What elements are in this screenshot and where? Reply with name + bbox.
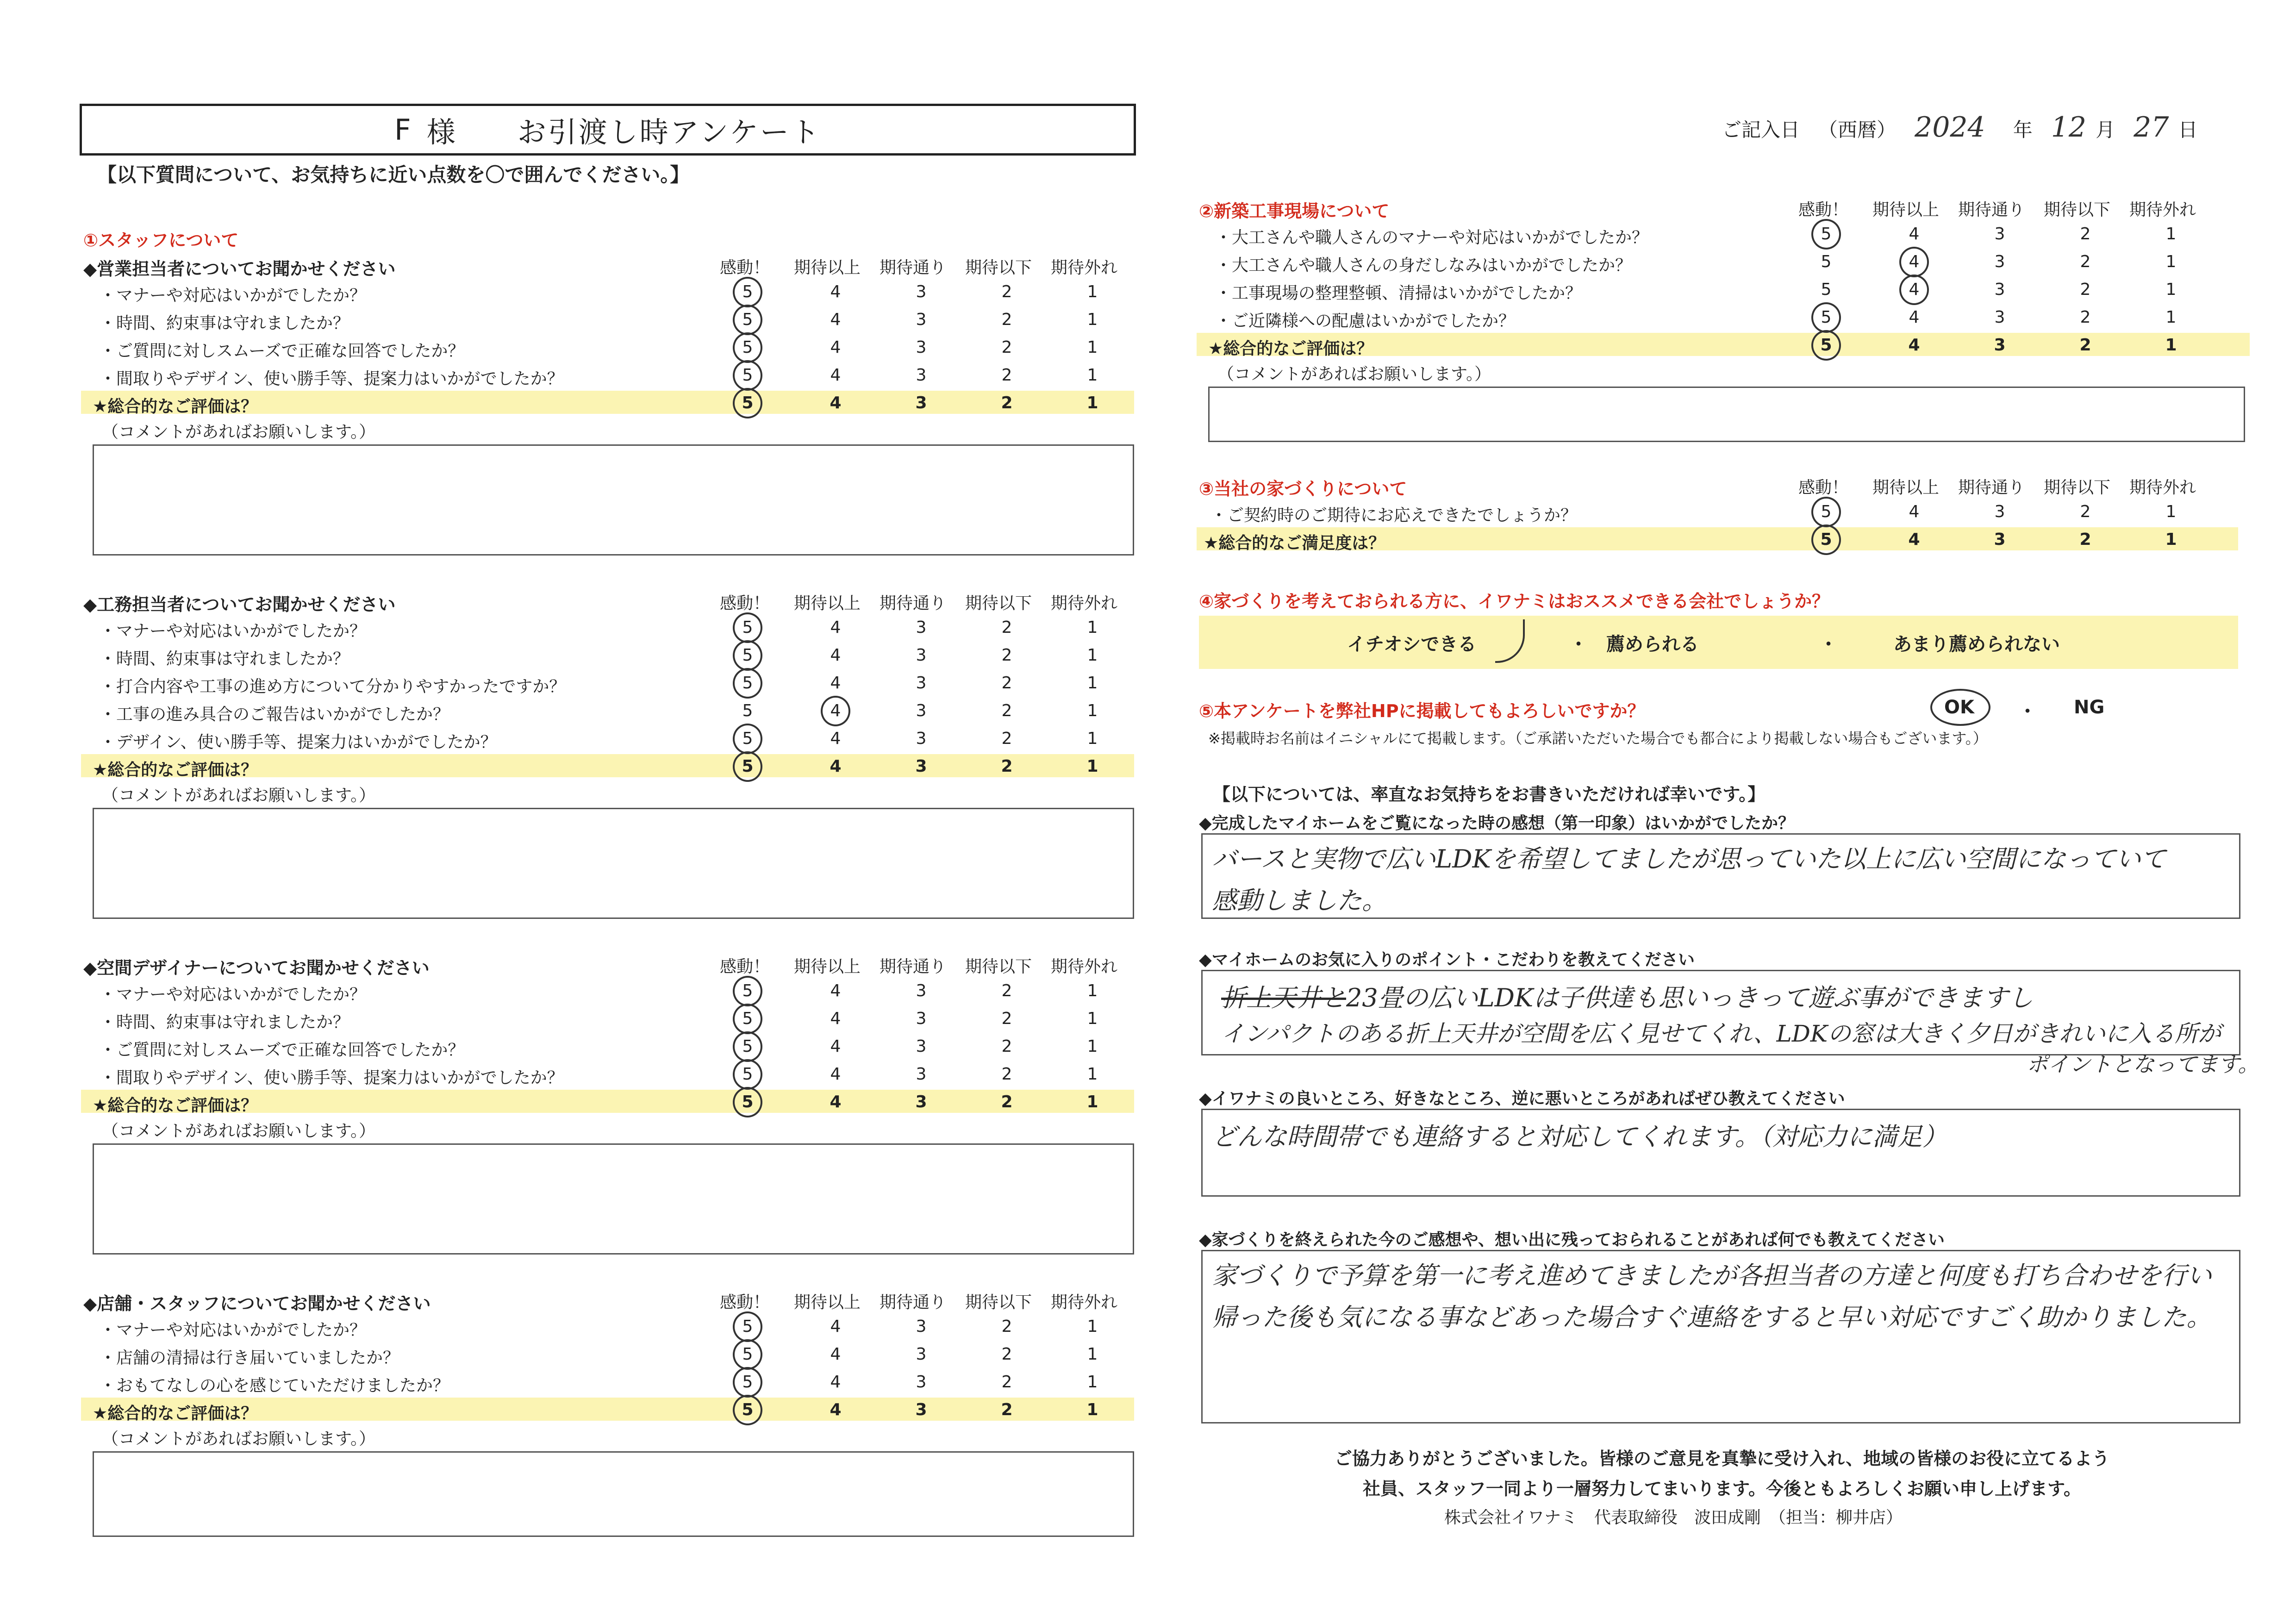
score-option[interactable]: 4 <box>830 1373 841 1392</box>
score-option[interactable]: 5 <box>742 366 753 385</box>
selected-score-circle <box>733 668 762 699</box>
question: ・店舗の清掃は行き届いていましたか？ <box>100 1348 400 1367</box>
question: ・大工さんや職人さんの身だしなみはいかがでしたか？ <box>1215 256 1632 275</box>
q2-answer-box[interactable] <box>1201 970 2259 1077</box>
ok-circle-mark <box>1930 689 1990 726</box>
q2-strikethrough-text: 折上天井と <box>1221 983 1346 1012</box>
score-option[interactable]: 2 <box>2079 336 2091 355</box>
store-title: ◆店舗・スタッフについてお聞かせください <box>83 1293 431 1314</box>
comment-box[interactable] <box>93 1451 1134 1537</box>
score-option[interactable]: 5 <box>742 646 753 665</box>
entry-date <box>1722 111 2216 144</box>
score-option[interactable]: 2 <box>2080 225 2091 243</box>
q1-answer-line1: バースと実物で広いLDKを希望してましたが思っていた以上に広い空間になっていて <box>1212 844 2166 874</box>
score-option[interactable]: 2 <box>1001 1345 1012 1364</box>
score-option[interactable]: 4 <box>830 1065 841 1084</box>
date-month[interactable]: 12 <box>2051 111 2087 144</box>
score-option[interactable]: 2 <box>1001 1065 1012 1084</box>
publish-ok[interactable]: OK <box>1944 697 1974 718</box>
score-option[interactable]: 1 <box>1087 1009 1098 1028</box>
selected-score-circle <box>733 360 762 391</box>
total-question: ★総合的なご満足度は？ <box>1204 534 1385 553</box>
comment-label: （コメントがあればお願いします。） <box>102 1429 376 1448</box>
score-option[interactable]: 4 <box>1909 308 1920 327</box>
score-option[interactable]: 5 <box>1821 280 1832 299</box>
score-option[interactable]: 3 <box>916 1373 927 1392</box>
score-option[interactable]: 5 <box>742 729 753 748</box>
score-option[interactable]: 5 <box>1821 502 1832 521</box>
option-not-recommend[interactable]: あまり薦められない <box>1893 634 2060 655</box>
score-option[interactable]: 4 <box>830 282 841 301</box>
year-unit: 年 <box>2013 119 2033 141</box>
score-option[interactable]: 5 <box>742 1037 753 1056</box>
selected-score-circle <box>1899 247 1929 277</box>
score-option[interactable]: 4 <box>830 366 841 385</box>
score-option[interactable]: 1 <box>1086 1092 1098 1111</box>
score-option[interactable]: 3 <box>1994 336 2006 355</box>
scale-header: 感動！ <box>1798 200 1849 219</box>
score-option[interactable]: 3 <box>916 701 927 720</box>
total-question: ★総合的なご評価は？ <box>93 1404 258 1423</box>
title-box <box>80 104 1136 156</box>
score-option[interactable]: 5 <box>742 338 753 357</box>
scale-header: 期待以下 <box>965 957 1032 976</box>
score-option[interactable]: 1 <box>1087 282 1098 301</box>
page-title: お引渡し時アンケート <box>517 115 821 149</box>
selected-score-circle <box>733 724 762 754</box>
score-option[interactable]: 3 <box>916 282 927 301</box>
question: ・マナーや対応はいかがでしたか？ <box>100 622 367 641</box>
comment-box[interactable] <box>93 1143 1134 1255</box>
selected-score-circle <box>733 1087 762 1117</box>
question: ・間取りやデザイン、使い勝手等、提案力はいかがでしたか？ <box>100 369 564 388</box>
score-option[interactable]: 1 <box>2165 252 2177 271</box>
score-option[interactable]: 4 <box>830 674 841 693</box>
selected-score-circle <box>733 1031 762 1062</box>
score-option[interactable]: 2 <box>1001 757 1013 776</box>
question: ・間取りやデザイン、使い勝手等、提案力はいかがでしたか？ <box>100 1068 564 1087</box>
score-option[interactable]: 1 <box>1087 701 1098 720</box>
score-option[interactable]: 3 <box>915 757 927 776</box>
publish-dot: ・ <box>2018 701 2037 722</box>
scale-header: 期待通り <box>1958 478 2025 497</box>
score-option[interactable]: 4 <box>1908 336 1920 355</box>
score-option[interactable]: 4 <box>830 618 841 637</box>
customer-initial: F <box>394 112 413 147</box>
selected-score-circle <box>733 305 762 335</box>
question: ・マナーや対応はいかがでしたか？ <box>100 286 367 305</box>
question: ・ご契約時のご期待にお応えできたでしょうか？ <box>1210 506 1578 525</box>
score-option[interactable]: 4 <box>830 701 841 720</box>
question: ・ご質問に対しスムーズで正確な回答でしたか？ <box>100 1041 465 1060</box>
option-separator: ・ <box>1569 634 1588 655</box>
scale-header: 期待以上 <box>794 258 861 277</box>
score-option[interactable]: 2 <box>2080 308 2091 327</box>
score-option[interactable]: 1 <box>1087 1037 1098 1056</box>
scale-header: 期待通り <box>880 957 947 976</box>
faint-stamp-mark <box>1222 69 1305 120</box>
score-option[interactable]: 3 <box>916 1065 927 1084</box>
score-option[interactable]: 5 <box>1821 308 1832 327</box>
selected-score-circle <box>733 976 762 1006</box>
selected-score-circle <box>1811 330 1841 361</box>
score-option[interactable]: 3 <box>916 646 927 665</box>
score-option[interactable]: 5 <box>742 618 753 637</box>
score-option[interactable]: 1 <box>2165 280 2177 299</box>
score-option[interactable]: 2 <box>1001 701 1012 720</box>
recommend-options-bar <box>1199 616 2238 669</box>
score-option[interactable]: 1 <box>1087 1065 1098 1084</box>
score-option[interactable]: 4 <box>830 338 841 357</box>
score-option[interactable]: 2 <box>1001 1400 1013 1419</box>
scale-header: 期待以下 <box>965 1293 1032 1312</box>
score-option[interactable]: 5 <box>1821 225 1832 243</box>
recommend-title: ④家づくりを考えておられる方に、イワナミはおススメできる会社でしょうか？ <box>1199 591 1830 612</box>
selected-score-circle <box>733 332 762 363</box>
score-option[interactable]: 5 <box>742 981 753 1000</box>
month-unit: 月 <box>2096 119 2115 141</box>
q4-answer-line1: 家づくりで予算を第一に考え進めてきましたが各担当者の方達と何度も打ち合わせを行い <box>1212 1261 2212 1290</box>
scale-header: 期待外れ <box>2129 200 2196 219</box>
q1-answer-line2: 感動しました。 <box>1212 886 1387 915</box>
question: ・大工さんや職人さんのマナーや対応はいかがでしたか？ <box>1215 228 1649 247</box>
publish-note: ※掲載時お名前はイニシャルにて掲載します。（ご承諾いただいた場合でも都合により掲載しない場合もございます。） <box>1208 730 1988 747</box>
score-option[interactable]: 4 <box>830 1009 841 1028</box>
scale-header: 感動！ <box>1798 478 1849 497</box>
score-option[interactable]: 1 <box>2165 530 2177 549</box>
score-option[interactable]: 1 <box>1087 729 1098 748</box>
scale-header: 期待以下 <box>2044 200 2111 219</box>
score-option[interactable]: 5 <box>742 674 753 693</box>
score-option[interactable]: 1 <box>1087 1345 1098 1364</box>
score-option[interactable]: 2 <box>1001 366 1012 385</box>
publish-ng[interactable]: NG <box>2074 697 2105 718</box>
score-option[interactable]: 3 <box>1994 502 2005 521</box>
score-option[interactable]: 2 <box>1001 1317 1012 1336</box>
q2-answer-line1 <box>1221 978 2033 1014</box>
free-intro: 【以下については、率直なお気持ちをお書きいただければ幸いです。】 <box>1213 784 1766 805</box>
q4-label: ◆家づくりを終えられた今のご感想や、想い出に残っておられることがあれば何でも教えてください <box>1199 1230 1945 1249</box>
score-option[interactable]: 1 <box>1086 757 1098 776</box>
comment-label: （コメントがあればお願いします。） <box>1217 365 1491 384</box>
selected-score-circle <box>733 1339 762 1370</box>
score-option[interactable]: 1 <box>1087 1373 1098 1392</box>
instruction: 【以下質問について、お気持ちに近い点数を〇で囲んでください。】 <box>97 163 690 186</box>
selected-score-circle <box>733 388 762 418</box>
score-option[interactable]: 3 <box>916 366 927 385</box>
score-option[interactable]: 5 <box>742 1009 753 1028</box>
comment-label: （コメントがあればお願いします。） <box>102 423 376 442</box>
scale-header: 期待以下 <box>2044 478 2111 497</box>
q1-answer-box[interactable] <box>1201 833 2240 919</box>
score-option[interactable]: 2 <box>1001 1092 1013 1111</box>
total-question: ★総合的なご評価は？ <box>93 1096 258 1115</box>
score-option[interactable]: 3 <box>916 338 927 357</box>
scale-header: 期待外れ <box>2129 478 2196 497</box>
q4-answer-box[interactable] <box>1201 1250 2240 1423</box>
score-option[interactable]: 3 <box>916 981 927 1000</box>
question: ・工事現場の整理整頓、清掃はいかがでしたか？ <box>1215 284 1582 303</box>
publish-title: ⑤本アンケートを弊社HPに掲載してもよろしいですか？ <box>1199 701 1645 721</box>
score-option[interactable]: 1 <box>1087 646 1098 665</box>
score-option[interactable]: 5 <box>742 1317 753 1336</box>
score-option[interactable]: 3 <box>916 1345 927 1364</box>
score-option[interactable]: 5 <box>742 282 753 301</box>
q2-label: ◆マイホームのお気に入りのポイント・こだわりを教えてください <box>1199 950 1695 969</box>
q2-line1-text: 23畳の広いLDKは子供達も思いっきって遊ぶ事ができますし <box>1346 983 2034 1012</box>
customer-honorific: 様 <box>426 115 457 149</box>
question: ・ご近隣様への配慮はいかがでしたか？ <box>1215 312 1516 331</box>
comment-box[interactable] <box>93 444 1134 556</box>
scale-header: 感動！ <box>720 1293 770 1312</box>
score-option[interactable]: 3 <box>1994 225 2005 243</box>
selected-score-circle <box>1811 302 1841 333</box>
score-option[interactable]: 2 <box>1001 646 1012 665</box>
scale-header: 期待外れ <box>1051 957 1118 976</box>
q1-label: ◆完成したマイホームをご覧になった時の感想（第一印象）はいかがでしたか？ <box>1199 814 1795 833</box>
scale-header: 期待以下 <box>965 258 1032 277</box>
date-label: ご記入日 <box>1722 119 1800 141</box>
q4-answer-line2: 帰った後も気になる事などあった場合すぐ連絡をすると早い対応ですごく助かりました。 <box>1212 1303 2212 1332</box>
score-option[interactable]: 3 <box>1994 530 2006 549</box>
scale-header: 期待以上 <box>1872 478 1940 497</box>
score-option[interactable]: 4 <box>830 393 842 412</box>
score-option[interactable]: 1 <box>2165 225 2177 243</box>
score-option[interactable]: 3 <box>915 1400 927 1419</box>
score-option[interactable]: 3 <box>1994 280 2005 299</box>
total-question: ★総合的なご評価は？ <box>93 397 258 416</box>
score-option[interactable]: 4 <box>830 757 842 776</box>
score-option[interactable]: 4 <box>830 981 841 1000</box>
score-option[interactable]: 4 <box>830 1037 841 1056</box>
date-year[interactable]: 2024 <box>1915 111 1985 144</box>
closing-line1: ご協力ありがとうございました。皆様のご意見を真摯に受け入れ、地域の皆様のお役に立てるよう <box>1334 1448 2110 1469</box>
score-option[interactable]: 3 <box>916 1009 927 1028</box>
score-option[interactable]: 3 <box>916 1037 927 1056</box>
score-option[interactable]: 4 <box>830 310 841 329</box>
score-option[interactable]: 1 <box>1086 393 1098 412</box>
score-option[interactable]: 4 <box>1908 530 1920 549</box>
score-option[interactable]: 5 <box>742 701 753 720</box>
option-recommend-strongly[interactable]: イチオシできる <box>1347 634 1477 655</box>
section1-title: ①スタッフについて <box>83 230 239 250</box>
score-option[interactable]: 2 <box>1001 282 1012 301</box>
construction_staff-title: ◆工務担当者についてお聞かせください <box>83 594 396 615</box>
score-option[interactable]: 2 <box>1001 981 1012 1000</box>
scale-header: 感動！ <box>720 258 770 277</box>
selected-score-circle <box>733 1367 762 1398</box>
score-option[interactable]: 2 <box>1001 1373 1012 1392</box>
score-option[interactable]: 4 <box>1909 280 1920 299</box>
score-option[interactable]: 1 <box>1086 1400 1098 1419</box>
question: ・マナーや対応はいかがでしたか？ <box>100 1321 367 1340</box>
selected-score-circle <box>1899 275 1929 305</box>
score-option[interactable]: 4 <box>830 646 841 665</box>
scale-header: 期待以上 <box>794 957 861 976</box>
question: ・おもてなしの心を感じていただけましたか？ <box>100 1376 450 1395</box>
q2-answer-line3: ポイントとなってます。 <box>2027 1052 2259 1077</box>
score-option[interactable]: 5 <box>1820 530 1832 549</box>
selected-score-circle <box>1811 219 1841 250</box>
total-question: ★総合的なご評価は？ <box>93 761 258 780</box>
score-option[interactable]: 1 <box>1087 1317 1098 1336</box>
score-option[interactable]: 3 <box>916 310 927 329</box>
question: ・デザイン、使い勝手等、提案力はいかがでしたか？ <box>100 733 497 752</box>
score-option[interactable]: 3 <box>916 1317 927 1336</box>
scale-header: 期待以上 <box>794 1293 861 1312</box>
scale-header: 期待以上 <box>794 594 861 613</box>
score-option[interactable]: 3 <box>1994 308 2005 327</box>
selected-score-circle <box>1811 497 1841 527</box>
comment-label: （コメントがあればお願いします。） <box>102 786 376 805</box>
selected-score-circle <box>733 1395 762 1425</box>
score-option[interactable]: 4 <box>1909 225 1920 243</box>
question: ・マナーや対応はいかがでしたか？ <box>100 985 367 1004</box>
selected-score-circle <box>733 751 762 782</box>
q3-answer-line1: どんな時間帯でも連絡すると対応してくれます。（対応力に満足） <box>1212 1122 1947 1151</box>
score-option[interactable]: 1 <box>2165 502 2177 521</box>
score-option[interactable]: 1 <box>1087 618 1098 637</box>
score-option[interactable]: 2 <box>1001 1009 1012 1028</box>
scale-header: 期待通り <box>880 594 947 613</box>
score-option[interactable]: 2 <box>1001 393 1013 412</box>
scale-header: 期待外れ <box>1051 594 1118 613</box>
score-option[interactable]: 5 <box>742 1400 754 1419</box>
score-option[interactable]: 2 <box>2080 252 2091 271</box>
question: ・打合内容や工事の進め方について分かりやすかったですか？ <box>100 677 566 696</box>
score-option[interactable]: 2 <box>1001 674 1012 693</box>
score-option[interactable]: 4 <box>1909 252 1920 271</box>
selected-score-circle <box>733 1059 762 1090</box>
score-option[interactable]: 3 <box>916 618 927 637</box>
option-separator: ・ <box>1819 634 1838 655</box>
site-title: ②新築工事現場について <box>1199 201 1390 221</box>
score-option[interactable]: 5 <box>742 1065 753 1084</box>
selected-score-circle <box>733 640 762 671</box>
score-option[interactable]: 4 <box>830 1345 841 1364</box>
comment-box[interactable] <box>93 808 1134 919</box>
score-option[interactable]: 5 <box>1821 252 1832 271</box>
score-option[interactable]: 3 <box>916 729 927 748</box>
scale-header: 感動！ <box>720 957 770 976</box>
q3-answer-box[interactable] <box>1201 1109 2240 1197</box>
scale-header: 期待以上 <box>1872 200 1940 219</box>
selected-score-circle <box>733 1311 762 1342</box>
question: ・時間、約束事は守れましたか？ <box>100 1013 350 1032</box>
era-label: （西暦） <box>1818 119 1897 141</box>
selection-mark <box>1495 619 1525 663</box>
score-option[interactable]: 5 <box>742 757 754 776</box>
score-option[interactable]: 5 <box>742 393 754 412</box>
selected-score-circle <box>733 612 762 643</box>
q2-answer-line2: インパクトのある折上天井が空間を広く見せてくれ、LDKの窓は大きく夕日がきれいに入る所が <box>1221 1020 2221 1047</box>
score-option[interactable]: 2 <box>2080 502 2091 521</box>
scale-header: 期待通り <box>880 1293 947 1312</box>
scale-header: 期待外れ <box>1051 258 1118 277</box>
score-option[interactable]: 3 <box>915 393 927 412</box>
score-option[interactable]: 2 <box>1001 1037 1012 1056</box>
score-option[interactable]: 2 <box>1001 729 1012 748</box>
score-option[interactable]: 2 <box>2080 280 2091 299</box>
day-unit: 日 <box>2178 119 2198 141</box>
scale-header: 期待通り <box>1958 200 2025 219</box>
date-day[interactable]: 27 <box>2134 111 2169 144</box>
score-option[interactable]: 1 <box>2165 308 2177 327</box>
score-option[interactable]: 4 <box>830 1092 842 1111</box>
q3-label: ◆イワナミの良いところ、好きなところ、逆に悪いところがあればぜひ教えてください <box>1199 1089 1845 1108</box>
sales-title: ◆営業担当者についてお聞かせください <box>83 259 396 279</box>
option-recommend[interactable]: 薦められる <box>1606 634 1699 655</box>
score-option[interactable]: 1 <box>2165 336 2177 355</box>
score-option[interactable]: 1 <box>1087 366 1098 385</box>
score-option[interactable]: 3 <box>916 674 927 693</box>
designer-title: ◆空間デザイナーについてお聞かせください <box>83 958 430 978</box>
selected-score-circle <box>733 277 762 307</box>
score-option[interactable]: 5 <box>742 310 753 329</box>
score-option[interactable]: 4 <box>830 729 841 748</box>
score-option[interactable]: 3 <box>1994 252 2005 271</box>
comment-box[interactable] <box>1208 387 2245 442</box>
score-option[interactable]: 5 <box>742 1345 753 1364</box>
scale-header: 期待以下 <box>965 594 1032 613</box>
score-option[interactable]: 1 <box>1087 674 1098 693</box>
score-option[interactable]: 1 <box>1087 338 1098 357</box>
total-question: ★総合的なご評価は？ <box>1208 339 1373 358</box>
company-signature: 株式会社イワナミ 代表取締役 波田成剛 （担当：柳井店） <box>1444 1508 1903 1527</box>
score-option[interactable]: 3 <box>915 1092 927 1111</box>
scale-header: 感動！ <box>720 594 770 613</box>
question: ・工事の進み具合のご報告はいかがでしたか？ <box>100 705 450 724</box>
score-option[interactable]: 2 <box>1001 618 1012 637</box>
score-option[interactable]: 4 <box>1909 502 1920 521</box>
score-option[interactable]: 5 <box>742 1092 754 1111</box>
score-option[interactable]: 5 <box>1820 336 1832 355</box>
housebuilding-title: ③当社の家づくりについて <box>1199 479 1407 499</box>
selected-score-circle <box>1811 524 1841 555</box>
question: ・時間、約束事は守れましたか？ <box>100 314 350 333</box>
score-option[interactable]: 1 <box>1087 981 1098 1000</box>
score-option[interactable]: 4 <box>830 1400 842 1419</box>
question: ・ご質問に対しスムーズで正確な回答でしたか？ <box>100 342 465 361</box>
closing-line2: 社員、スタッフ一同より一層努力してまいります。今後ともよろしくお願い申し上げます。 <box>1363 1479 2081 1499</box>
score-option[interactable]: 2 <box>1001 338 1012 357</box>
selected-score-circle <box>733 1004 762 1034</box>
score-option[interactable]: 2 <box>2079 530 2091 549</box>
score-option[interactable]: 4 <box>830 1317 841 1336</box>
selected-score-circle <box>821 696 850 726</box>
question: ・時間、約束事は守れましたか？ <box>100 649 350 668</box>
scale-header: 期待外れ <box>1051 1293 1118 1312</box>
scale-header: 期待通り <box>880 258 947 277</box>
score-option[interactable]: 5 <box>742 1373 753 1392</box>
score-option[interactable]: 2 <box>1001 310 1012 329</box>
score-option[interactable]: 1 <box>1087 310 1098 329</box>
comment-label: （コメントがあればお願いします。） <box>102 1122 376 1141</box>
